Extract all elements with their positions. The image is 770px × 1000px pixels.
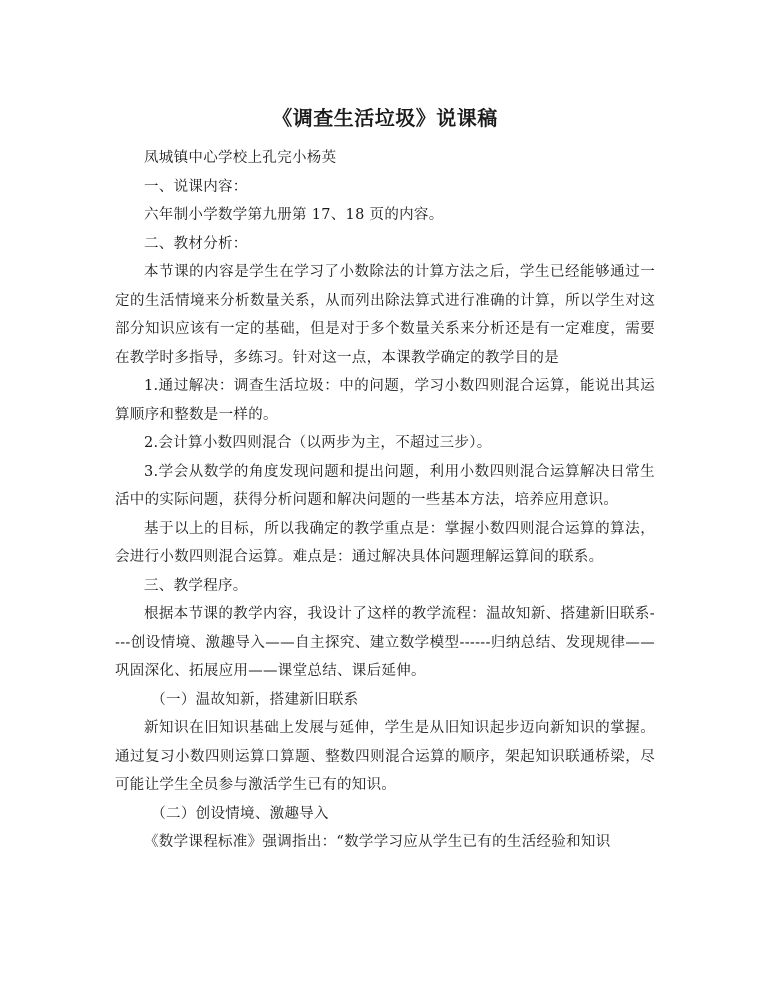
paragraph: 《数学课程标准》强调指出：“数学学习应从学生已有的生活经验和知识 xyxy=(144,834,611,850)
paragraph: 新知识在旧知识基础上发展与延伸，学生是从旧知识起步迈向新知识的掌握。通过复习小数四则运算口算题、整数四则混合运算的顺序，架起知识联通桥梁，尽可能让学生全员参与激活学生已有的知识。 xyxy=(115,720,655,793)
document-title: 《调查生活垃圾》说课稿 xyxy=(272,106,498,130)
objective-item: 2.会计算小数四则混合（以两步为主，不超过三步）。 xyxy=(144,435,492,451)
paragraph: 六年制小学数学第九册第 17、18 页的内容。 xyxy=(144,207,444,223)
subsection-heading-2: （二）创设情境、激趣导入 xyxy=(151,805,329,822)
subsection-heading-1: （一）温故知新，搭建新旧联系 xyxy=(151,691,359,708)
author-line: 凤城镇中心学校上孔完小杨英 xyxy=(144,150,337,166)
section-heading-2: 二、教材分析： xyxy=(144,235,248,252)
paragraph: 本节课的内容是学生在学习了小数除法的计算方法之后，学生已经能够通过一定的生活情境来分析数量关系，从而列出除法算式进行准确的计算，所以学生对这部分知识应该有一定的基础，但是对于多个数量关系来分析还是有一定难度，需要在教学时多指导，多练习。针对这一点，本课教学确定的教学目的是 xyxy=(115,264,655,366)
paragraph: 根据本节课的教学内容，我设计了这样的教学流程：温故知新、搭建新旧联系----创设情境、激趣导入——自主探究、建立数学模型------归纳总结、发现规律——巩固深化、拓展应用——课堂总结、课后延伸。 xyxy=(115,606,655,679)
objective-item: 3.学会从数学的角度发现问题和提出问题，利用小数四则混合运算解决日常生活中的实际问题，获得分析问题和解决问题的一些基本方法，培养应用意识。 xyxy=(115,463,655,508)
section-heading-1: 一、说课内容： xyxy=(144,178,248,195)
document-body xyxy=(115,144,655,857)
section-heading-3: 三、教学程序。 xyxy=(144,577,248,594)
objective-item: 1.通过解决：调查生活垃圾：中的问题，学习小数四则混合运算，能说出其运算顺序和整数是一样的。 xyxy=(115,378,655,423)
paragraph: 基于以上的目标，所以我确定的教学重点是：掌握小数四则混合运算的算法，会进行小数四则混合运算。难点是：通过解决具体问题理解运算间的联系。 xyxy=(115,520,655,565)
